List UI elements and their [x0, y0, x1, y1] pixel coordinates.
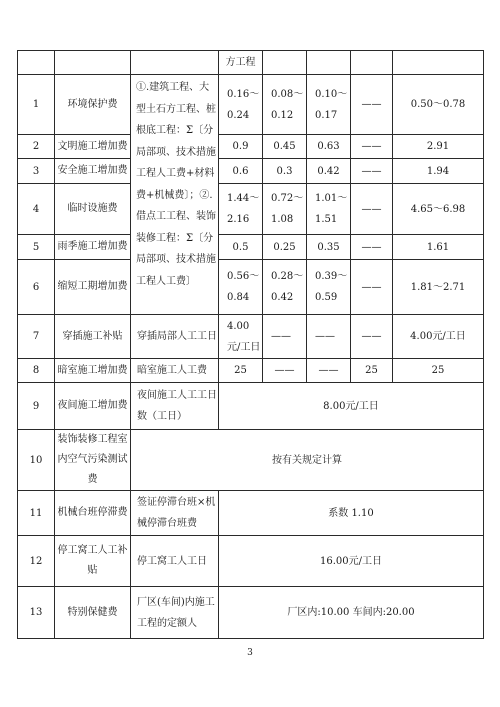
table-row — [18, 159, 484, 184]
table-row — [18, 315, 484, 359]
rate-decoration: —— — [351, 315, 393, 359]
rate-installation: —— — [307, 315, 351, 359]
calculation-basis: 穿插局部人工工日 — [131, 315, 219, 359]
rate-installation: 1.01～1.51 — [307, 184, 351, 235]
fee-name: 缩短工期增加费 — [55, 260, 131, 315]
rate-civil: —— — [263, 315, 307, 359]
rate-installation: 0.35 — [307, 235, 351, 260]
table-row — [18, 75, 484, 135]
rate-building: 0.5 — [219, 235, 263, 260]
row-number: 3 — [18, 159, 55, 184]
calculation-basis: 停工窝工人工日 — [131, 536, 219, 587]
merged-rate: 系数 1.10 — [219, 491, 484, 536]
rate-decoration: —— — [351, 159, 393, 184]
table-row — [18, 430, 484, 491]
page-number: 3 — [247, 648, 253, 658]
rate-total: 25 — [393, 359, 484, 383]
row-number: 7 — [18, 315, 55, 359]
rate-installation: 0.63 — [307, 135, 351, 159]
fee-name: 机械台班停滞费 — [55, 491, 131, 536]
fee-name: 特别保健费 — [55, 587, 131, 639]
rate-civil: 0.72～1.08 — [263, 184, 307, 235]
rate-total: 2.91 — [393, 135, 484, 159]
rate-civil: 0.25 — [263, 235, 307, 260]
fee-name: 暗室施工增加费 — [55, 359, 131, 383]
table-row — [18, 491, 484, 536]
rate-installation: 0.10～0.17 — [307, 75, 351, 135]
rate-building: 0.16～0.24 — [219, 75, 263, 135]
table-row — [18, 135, 484, 159]
fee-name: 停工窝工人工补贴 — [55, 536, 131, 587]
table-cell: 方工程 — [219, 51, 263, 75]
merged-rate: 厂区内:10.00 车间内:20.00 — [219, 587, 484, 639]
rate-decoration: —— — [351, 135, 393, 159]
fee-rate-table — [17, 50, 484, 639]
table-row — [18, 359, 484, 383]
row-number: 13 — [18, 587, 55, 639]
merged-rate: 8.00元/工日 — [219, 383, 484, 430]
rate-installation: 0.42 — [307, 159, 351, 184]
row-number: 8 — [18, 359, 55, 383]
rate-civil: —— — [263, 359, 307, 383]
row-number: 6 — [18, 260, 55, 315]
rate-building: 0.6 — [219, 159, 263, 184]
fee-name: 文明施工增加费 — [55, 135, 131, 159]
calculation-basis: 签证停滞台班×机械停滞台班费 — [131, 491, 219, 536]
table-row — [18, 184, 484, 235]
calculation-basis: 厂区(车间)内施工工程的定额人 — [131, 587, 219, 639]
row-number: 2 — [18, 135, 55, 159]
fee-name: 临时设施费 — [55, 184, 131, 235]
row-number: 5 — [18, 235, 55, 260]
rate-total: 4.65～6.98 — [393, 184, 484, 235]
rate-building: 0.56～0.84 — [219, 260, 263, 315]
rate-building: 0.9 — [219, 135, 263, 159]
rate-total: 4.00元/工日 — [393, 315, 484, 359]
calculation-basis: 夜间施工人工工日数（工日） — [131, 383, 219, 430]
calculation-basis: ①.建筑工程、大型土石方工程、桩根底工程：Σ〔分局部项、技术措施工程人工费+材料费+机械费〕；②.借点工工程、装饰装修工程：Σ〔分局部项、技术措施工程人工费〕 — [131, 75, 219, 315]
merged-rate: 16.00元/工日 — [219, 536, 484, 587]
rate-civil: 0.28～0.42 — [263, 260, 307, 315]
rate-building: 1.44～2.16 — [219, 184, 263, 235]
row-number: 1 — [18, 75, 55, 135]
row-number: 11 — [18, 491, 55, 536]
rate-total: 0.50～0.78 — [393, 75, 484, 135]
rate-total: 1.81～2.71 — [393, 260, 484, 315]
table-cell — [393, 51, 484, 75]
rate-installation: —— — [307, 359, 351, 383]
table-cell — [263, 51, 307, 75]
fee-name: 雨季施工增加费 — [55, 235, 131, 260]
rate-civil: 0.3 — [263, 159, 307, 184]
rate-decoration: —— — [351, 75, 393, 135]
rate-building: 4.00元/工日 — [219, 315, 263, 359]
rate-building: 25 — [219, 359, 263, 383]
table-row — [18, 536, 484, 587]
rate-installation: 0.39～0.59 — [307, 260, 351, 315]
fee-name: 夜间施工增加费 — [55, 383, 131, 430]
rate-civil: 0.45 — [263, 135, 307, 159]
fee-name: 装饰装修工程室内空气污染测试费 — [55, 430, 131, 491]
table-cell — [307, 51, 351, 75]
fee-name: 安全施工增加费 — [55, 159, 131, 184]
table-row — [18, 260, 484, 315]
calculation-basis: 暗室施工人工费 — [131, 359, 219, 383]
table-row — [18, 51, 484, 75]
table-cell — [131, 51, 219, 75]
table-row — [18, 587, 484, 639]
rate-civil: 0.08～0.12 — [263, 75, 307, 135]
table-row — [18, 235, 484, 260]
table-cell — [18, 51, 55, 75]
rate-decoration: —— — [351, 260, 393, 315]
rate-decoration: —— — [351, 235, 393, 260]
fee-name: 穿插施工补贴 — [55, 315, 131, 359]
table-cell — [55, 51, 131, 75]
row-number: 4 — [18, 184, 55, 235]
row-number: 12 — [18, 536, 55, 587]
rate-decoration: —— — [351, 184, 393, 235]
rate-total: 1.61 — [393, 235, 484, 260]
table-cell — [351, 51, 393, 75]
table-row — [18, 383, 484, 430]
merged-rate: 按有关规定计算 — [131, 430, 484, 491]
row-number: 10 — [18, 430, 55, 491]
rate-decoration: 25 — [351, 359, 393, 383]
row-number: 9 — [18, 383, 55, 430]
rate-total: 1.94 — [393, 159, 484, 184]
fee-name: 环境保护费 — [55, 75, 131, 135]
